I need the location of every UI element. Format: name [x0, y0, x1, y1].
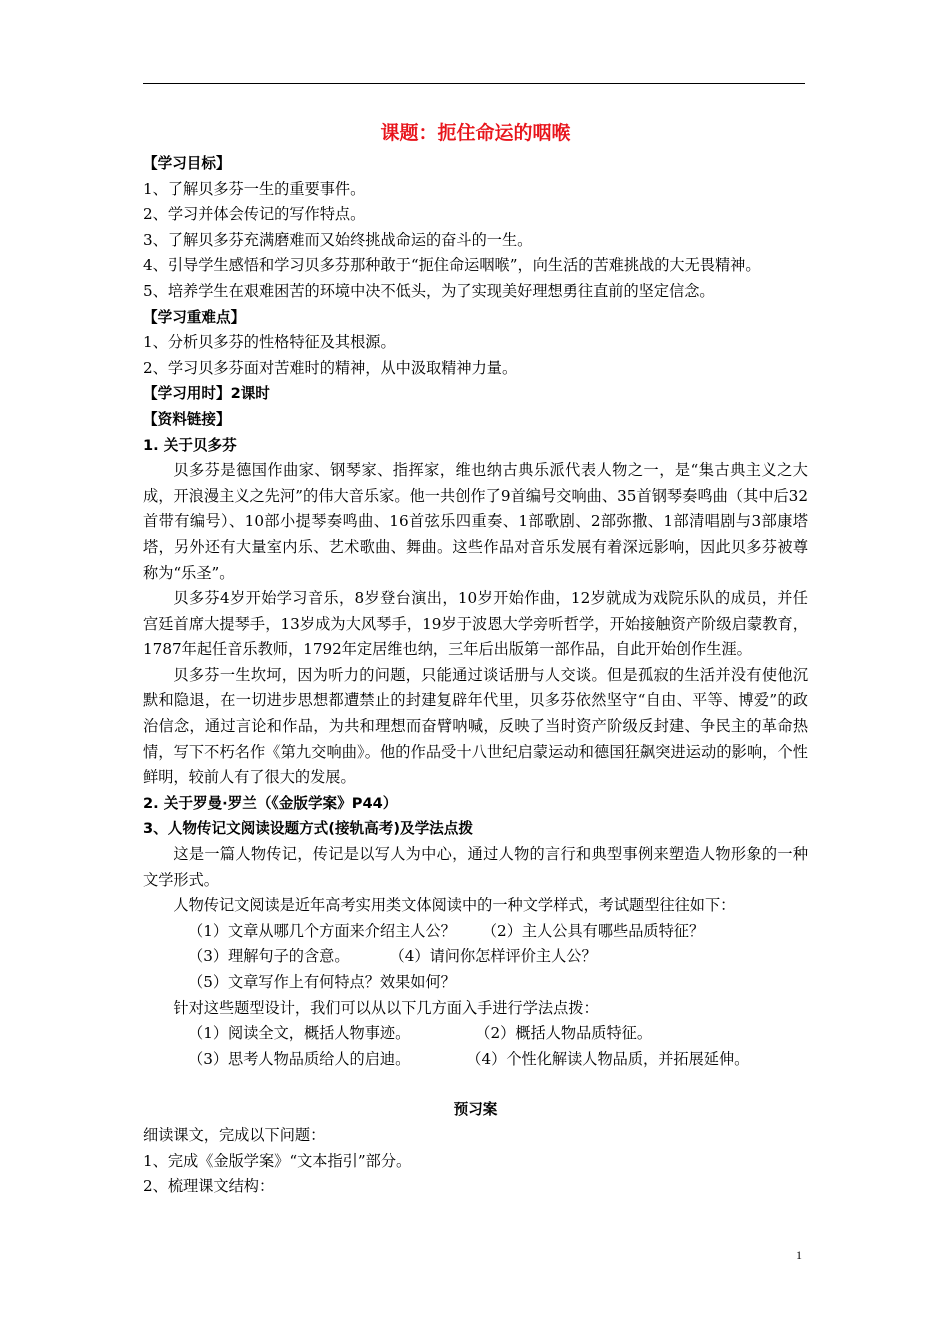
question-item: （1）文章从哪几个方面来介绍主人公？	[188, 921, 456, 940]
page-number: 1	[796, 1248, 802, 1262]
biography-paragraph-2: 人物传记文阅读是近年高考实用类文体阅读中的一种文学样式，考试题型往往如下：	[173, 896, 736, 915]
objective-item: 2、学习并体会传记的写作特点。	[143, 205, 366, 224]
key-point-item: 1、分析贝多芬的性格特征及其根源。	[143, 333, 396, 352]
key-points-heading: 【学习重难点】	[143, 308, 246, 326]
question-row	[143, 919, 808, 945]
method-item: （2）概括人物品质特征。	[475, 1024, 653, 1043]
preview-item: 2、梳理课文结构：	[143, 1177, 275, 1196]
question-item: （5）文章写作上有何特点？效果如何？	[188, 973, 456, 991]
objective-item: 1、了解贝多芬一生的重要事件。	[143, 179, 366, 198]
page-content	[143, 118, 808, 1200]
method-row	[143, 1047, 808, 1073]
section-heading-biography-reading: 3、人物传记文阅读设题方式(接轨高考)及学法点拨	[143, 820, 473, 838]
objective-item: 4、引导学生感悟和学习贝多芬那种敢于“扼住命运咽喉”，向生活的苦难挑战的大无畏精神。	[143, 256, 761, 275]
biography-paragraph-1: 这是一篇人物传记，传记是以写人为中心，通过人物的言行和典型事例来塑造人物形象的一种文学形式。	[143, 845, 808, 889]
duration-line: 【学习用时】2课时	[143, 385, 270, 403]
objectives-heading: 【学习目标】	[143, 155, 231, 172]
method-row	[143, 1021, 808, 1047]
beethoven-paragraph-3: 贝多芬一生坎坷，因为听力的问题，只能通过谈话册与人交谈。但是孤寂的生活并没有使他沉默和隐退，在一切进步思想都遭禁止的封建复辟年代里，贝多芬依然坚守“自由、平等、博爱”的政治信念，通过言论和作品，为共和理想而奋臂呐喊，反映了当时资产阶级反封建、争民主的革命热情，写下不朽名作《第九交响曲》。他的作品受十八世纪启蒙运动和德国狂飙突进运动的影响，个性鲜明，较前人有了很大的发展。	[143, 665, 808, 787]
beethoven-paragraph-2: 贝多芬4岁开始学习音乐，8岁登台演出，10岁开始作曲，12岁就成为戏院乐队的成员，并任宫廷首席大提琴手，13岁成为大风琴手，19岁于波恩大学旁听哲学，开始接触资产阶级启蒙教育，1787年起任音乐教师，1792年定居维也纳，三年后出版第一部作品，自此开始创作生涯。	[143, 589, 808, 659]
key-point-item: 2、学习贝多芬面对苦难时的精神，从中汲取精神力量。	[143, 358, 518, 377]
objective-item: 5、培养学生在艰难困苦的环境中决不低头，为了实现美好理想勇往直前的坚定信念。	[143, 281, 715, 300]
question-item: （3）理解句子的含意。	[188, 947, 350, 966]
preview-intro: 细读课文，完成以下问题：	[143, 1125, 326, 1144]
preview-item: 1、完成《金版学案》“文本指引”部分。	[143, 1151, 412, 1170]
section-heading-rolland: 2. 关于罗曼·罗兰（《金版学案》P44）	[143, 794, 398, 812]
method-item: （3）思考人物品质给人的启迪。	[188, 1049, 411, 1068]
page-title: 课题：扼住命运的咽喉	[380, 122, 571, 144]
preview-heading: 预习案	[453, 1101, 498, 1119]
method-item: （4）个性化解读人物品质，并拓展延伸。	[466, 1049, 750, 1068]
header-rule	[143, 83, 805, 84]
question-item: （4）请问你怎样评价主人公？	[389, 947, 597, 966]
resources-heading: 【资料链接】	[143, 410, 231, 428]
section-heading-beethoven: 1. 关于贝多芬	[143, 436, 237, 454]
objective-item: 3、了解贝多芬充满磨难而又始终挑战命运的奋斗的一生。	[143, 230, 533, 249]
method-intro: 针对这些题型设计，我们可以从以下几方面入手进行学法点拨：	[173, 998, 599, 1017]
question-item: （2）主人公具有哪些品质特征？	[481, 921, 705, 940]
method-item: （1）阅读全文，概括人物事迹。	[188, 1024, 411, 1043]
beethoven-paragraph-1: 贝多芬是德国作曲家、钢琴家、指挥家，维也纳古典乐派代表人物之一，是“集古典主义之大成，开浪漫主义之先河”的伟大音乐家。他一共创作了9首编号交响曲、35首钢琴奏鸣曲（其中后32首带有编号）、10部小提琴奏鸣曲、16首弦乐四重奏、1部歌剧、2部弥撒、1部清唱剧与3部康塔塔，另外还有大量室内乐、艺术歌曲、舞曲。这些作品对音乐发展有着深远影响，因此贝多芬被尊称为“乐圣”。	[143, 461, 808, 582]
question-row	[143, 944, 808, 970]
question-row	[143, 970, 808, 996]
